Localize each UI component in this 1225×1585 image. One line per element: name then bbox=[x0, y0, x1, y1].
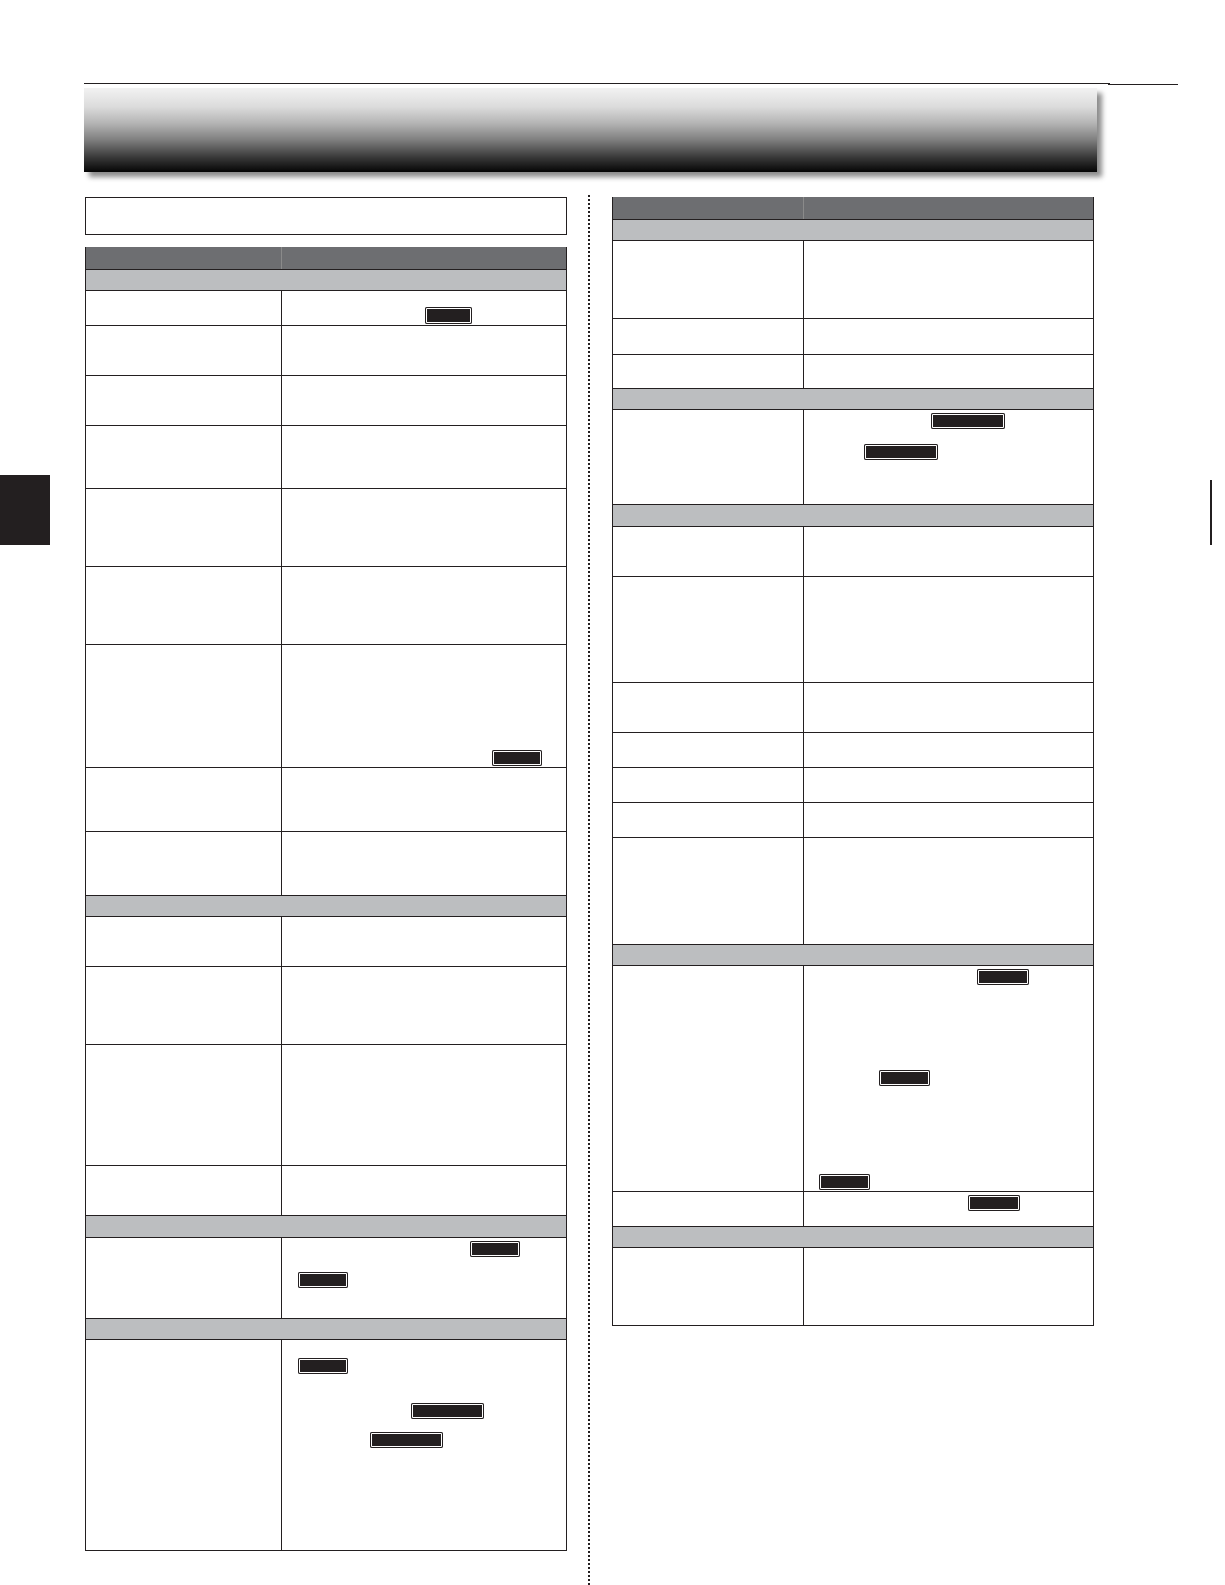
table-cell bbox=[613, 1192, 804, 1226]
table-cell bbox=[613, 803, 804, 837]
table-cell bbox=[613, 683, 804, 732]
button-badge bbox=[298, 1358, 348, 1374]
table-row bbox=[613, 355, 1093, 389]
table-cell bbox=[613, 241, 804, 318]
table-cell bbox=[86, 1238, 282, 1318]
table-cell bbox=[86, 967, 282, 1044]
table-section-row bbox=[86, 896, 566, 917]
table-cell bbox=[86, 326, 282, 375]
table-row bbox=[86, 768, 566, 832]
table-row bbox=[86, 426, 566, 489]
table-row bbox=[86, 1166, 566, 1216]
button-badge bbox=[931, 413, 1005, 429]
table-cell bbox=[613, 527, 804, 576]
table-section-row bbox=[86, 1216, 566, 1238]
table-cell bbox=[86, 376, 282, 425]
table-row bbox=[86, 917, 566, 967]
table-cell bbox=[613, 966, 804, 1191]
table-row bbox=[613, 241, 1093, 319]
button-badge bbox=[968, 1195, 1020, 1211]
left-table bbox=[85, 247, 567, 1551]
table-row bbox=[613, 803, 1093, 838]
intro-box bbox=[85, 197, 567, 235]
table-row bbox=[613, 966, 1093, 1192]
table-cell bbox=[613, 768, 804, 802]
button-badge bbox=[370, 1432, 443, 1448]
table-row bbox=[613, 683, 1093, 733]
table-cell bbox=[613, 838, 804, 944]
table-row bbox=[86, 567, 566, 645]
right-table bbox=[612, 197, 1094, 1326]
table-row bbox=[613, 1192, 1093, 1227]
table-cell bbox=[613, 577, 804, 682]
top-rule-extension bbox=[1108, 84, 1178, 85]
table-cell bbox=[86, 1340, 282, 1551]
button-badge bbox=[298, 1272, 348, 1288]
table-section-row bbox=[86, 1319, 566, 1340]
table-cell bbox=[613, 1248, 804, 1326]
table-header-row bbox=[86, 247, 566, 270]
table-cell bbox=[86, 1045, 282, 1165]
column-separator bbox=[588, 195, 590, 1585]
table-cell bbox=[86, 489, 282, 566]
button-badge bbox=[470, 1241, 520, 1257]
table-row bbox=[86, 326, 566, 376]
table-section-row bbox=[613, 1227, 1093, 1248]
table-cell bbox=[613, 355, 804, 388]
table-section-row bbox=[613, 389, 1093, 410]
table-cell bbox=[613, 319, 804, 354]
table-row bbox=[613, 733, 1093, 768]
button-badge bbox=[977, 969, 1029, 985]
chapter-side-tab bbox=[0, 475, 50, 545]
table-row bbox=[613, 838, 1093, 945]
table-cell bbox=[86, 426, 282, 488]
table-row bbox=[86, 967, 566, 1045]
table-header-cell bbox=[613, 197, 804, 219]
table-cell bbox=[613, 410, 804, 504]
chapter-banner bbox=[84, 88, 1097, 172]
button-badge bbox=[425, 307, 472, 324]
table-row bbox=[86, 832, 566, 896]
button-badge bbox=[492, 750, 542, 766]
table-cell bbox=[86, 917, 282, 966]
button-badge bbox=[819, 1174, 870, 1190]
table-row bbox=[613, 527, 1093, 577]
table-row bbox=[86, 1045, 566, 1166]
button-badge bbox=[879, 1070, 930, 1086]
table-row bbox=[86, 489, 566, 567]
table-row bbox=[86, 376, 566, 426]
table-row bbox=[613, 319, 1093, 355]
table-cell bbox=[86, 567, 282, 644]
table-section-row bbox=[613, 220, 1093, 241]
table-cell bbox=[86, 1166, 282, 1215]
button-badge bbox=[411, 1403, 484, 1419]
table-row bbox=[613, 410, 1093, 505]
table-cell bbox=[613, 733, 804, 767]
table-row bbox=[613, 768, 1093, 803]
table-row bbox=[86, 291, 566, 326]
page-edge-mark bbox=[1210, 480, 1212, 545]
table-header-cell bbox=[86, 247, 282, 269]
table-cell bbox=[86, 768, 282, 831]
table-section-row bbox=[613, 945, 1093, 966]
table-row bbox=[613, 1248, 1093, 1326]
top-rule bbox=[84, 83, 1110, 84]
table-cell bbox=[86, 291, 282, 325]
table-section-row bbox=[613, 505, 1093, 527]
table-cell bbox=[86, 832, 282, 895]
table-section-row bbox=[86, 270, 566, 291]
table-header-row bbox=[613, 197, 1093, 220]
table-row bbox=[613, 577, 1093, 683]
table-cell bbox=[86, 645, 282, 767]
button-badge bbox=[864, 444, 938, 460]
